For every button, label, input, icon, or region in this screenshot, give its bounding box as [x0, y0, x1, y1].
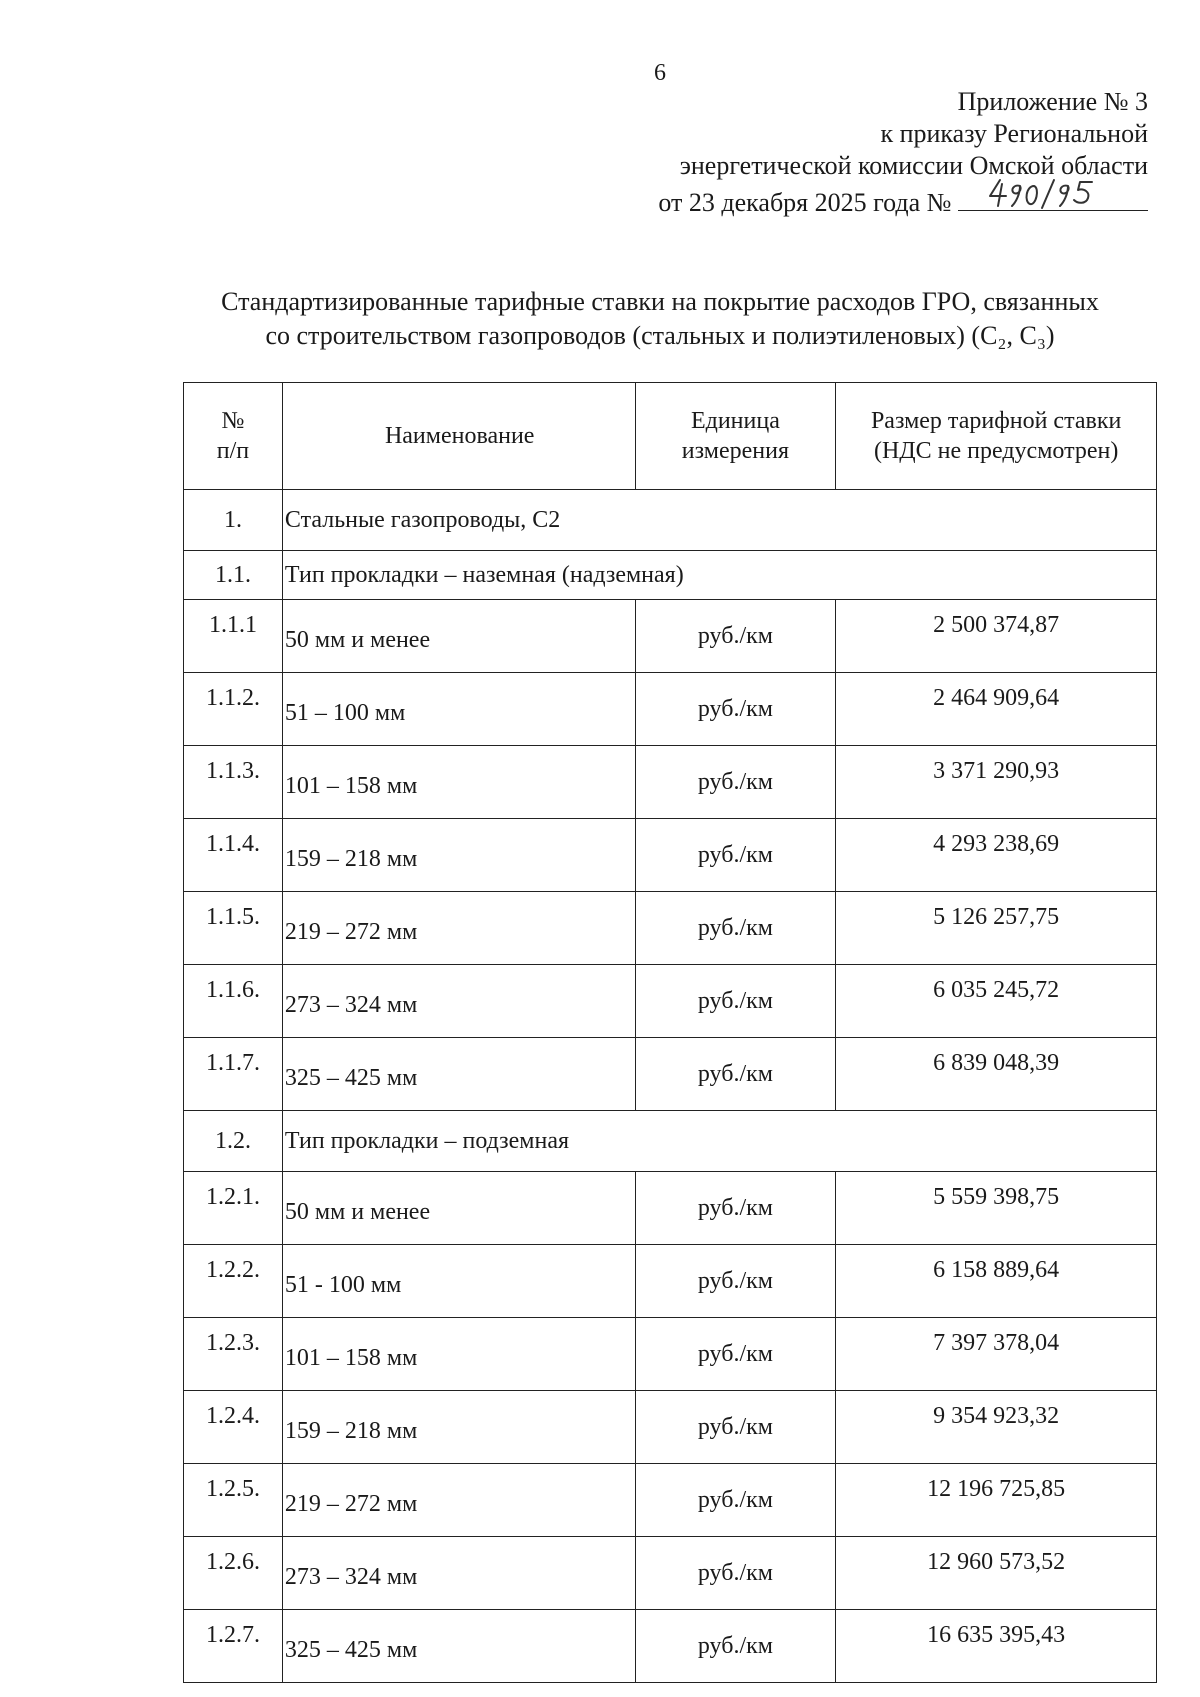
row-value: 9 354 923,32 — [836, 1391, 1157, 1464]
row-unit: руб./км — [635, 1318, 836, 1391]
table-row — [184, 819, 1157, 892]
row-unit: руб./км — [635, 746, 836, 819]
row-value: 2 464 909,64 — [836, 673, 1157, 746]
row-unit: руб./км — [635, 892, 836, 965]
row-unit: руб./км — [635, 1391, 836, 1464]
row-name: 101 – 158 мм — [282, 746, 635, 819]
order-number-field — [958, 182, 1148, 211]
table-row — [184, 1245, 1157, 1318]
row-value: 6 158 889,64 — [836, 1245, 1157, 1318]
row-num: 1.2.5. — [184, 1464, 283, 1537]
row-unit: руб./км — [635, 1610, 836, 1683]
table-row — [184, 1318, 1157, 1391]
table-header-row — [184, 383, 1157, 490]
row-name: 273 – 324 мм — [282, 965, 635, 1038]
subsection-row — [184, 551, 1157, 600]
row-name: 159 – 218 мм — [282, 1391, 635, 1464]
header-name: Наименование — [282, 383, 635, 490]
appendix-line-1: Приложение № 3 — [957, 87, 1148, 116]
row-value: 5 126 257,75 — [836, 892, 1157, 965]
row-unit: руб./км — [635, 1038, 836, 1111]
row-num: 1.2.6. — [184, 1537, 283, 1610]
table-row — [184, 600, 1157, 673]
table-row — [184, 1464, 1157, 1537]
handwritten-order-number — [984, 176, 1104, 210]
appendix-line-3: энергетической комиссии Омской области — [679, 151, 1148, 180]
row-num: 1.1.6. — [184, 965, 283, 1038]
subsection-num: 1.1. — [184, 551, 283, 600]
header-unit: Единица измерения — [635, 383, 836, 490]
order-date-prefix: от 23 декабря 2025 года № — [658, 188, 952, 217]
row-num: 1.2.3. — [184, 1318, 283, 1391]
row-num: 1.1.5. — [184, 892, 283, 965]
row-num: 1.1.2. — [184, 673, 283, 746]
row-value: 12 960 573,52 — [836, 1537, 1157, 1610]
row-value: 4 293 238,69 — [836, 819, 1157, 892]
row-name: 50 мм и менее — [282, 600, 635, 673]
row-value: 6 035 245,72 — [836, 965, 1157, 1038]
row-num: 1.1.4. — [184, 819, 283, 892]
row-unit: руб./км — [635, 1172, 836, 1245]
table-row — [184, 1610, 1157, 1683]
table-row — [184, 1391, 1157, 1464]
row-unit: руб./км — [635, 1464, 836, 1537]
subsection-label: Тип прокладки – подземная — [282, 1111, 1156, 1172]
row-value: 5 559 398,75 — [836, 1172, 1157, 1245]
row-unit: руб./км — [635, 600, 836, 673]
row-unit: руб./км — [635, 965, 836, 1038]
subsection-label: Тип прокладки – наземная (надземная) — [282, 551, 1156, 600]
document-title-line-1: Стандартизированные тарифные ставки на покрытие расходов ГРО, связанных — [221, 287, 1099, 316]
row-name: 219 – 272 мм — [282, 892, 635, 965]
row-unit: руб./км — [635, 1537, 836, 1610]
row-num: 1.2.7. — [184, 1610, 283, 1683]
header-num: № п/п — [184, 383, 283, 490]
row-num: 1.1.3. — [184, 746, 283, 819]
tariff-table — [183, 382, 1157, 1683]
subsection-row — [184, 1111, 1157, 1172]
section-row — [184, 490, 1157, 551]
row-name: 51 - 100 мм — [282, 1245, 635, 1318]
row-unit: руб./км — [635, 673, 836, 746]
row-num: 1.1.1 — [184, 600, 283, 673]
row-unit: руб./км — [635, 819, 836, 892]
appendix-line-2: к приказу Региональной — [880, 119, 1148, 148]
table-row — [184, 1172, 1157, 1245]
row-value: 3 371 290,93 — [836, 746, 1157, 819]
row-name: 219 – 272 мм — [282, 1464, 635, 1537]
row-name: 101 – 158 мм — [282, 1318, 635, 1391]
row-value: 12 196 725,85 — [836, 1464, 1157, 1537]
document-title — [170, 285, 1150, 353]
page-number: 6 — [654, 60, 666, 86]
table-row — [184, 1038, 1157, 1111]
row-value: 2 500 374,87 — [836, 600, 1157, 673]
table-row — [184, 1537, 1157, 1610]
table-row — [184, 965, 1157, 1038]
section-num: 1. — [184, 490, 283, 551]
header-value: Размер тарифной ставки (НДС не предусмотрен) — [836, 383, 1157, 490]
table-row — [184, 673, 1157, 746]
section-label: Стальные газопроводы, С2 — [282, 490, 1156, 551]
row-unit: руб./км — [635, 1245, 836, 1318]
row-value: 16 635 395,43 — [836, 1610, 1157, 1683]
appendix-block — [658, 86, 1148, 219]
row-num: 1.2.4. — [184, 1391, 283, 1464]
row-num: 1.2.2. — [184, 1245, 283, 1318]
row-name: 51 – 100 мм — [282, 673, 635, 746]
row-value: 7 397 378,04 — [836, 1318, 1157, 1391]
row-name: 325 – 425 мм — [282, 1038, 635, 1111]
table-row — [184, 746, 1157, 819]
table-row — [184, 892, 1157, 965]
row-name: 159 – 218 мм — [282, 819, 635, 892]
row-num: 1.1.7. — [184, 1038, 283, 1111]
document-title-line-2: со строительством газопроводов (стальных и полиэтиленовых) (С₂, С₃) — [265, 321, 1055, 350]
appendix-line-4 — [658, 182, 1148, 219]
row-name: 50 мм и менее — [282, 1172, 635, 1245]
row-num: 1.2.1. — [184, 1172, 283, 1245]
row-name: 273 – 324 мм — [282, 1537, 635, 1610]
row-value: 6 839 048,39 — [836, 1038, 1157, 1111]
row-name: 325 – 425 мм — [282, 1610, 635, 1683]
subsection-num: 1.2. — [184, 1111, 283, 1172]
